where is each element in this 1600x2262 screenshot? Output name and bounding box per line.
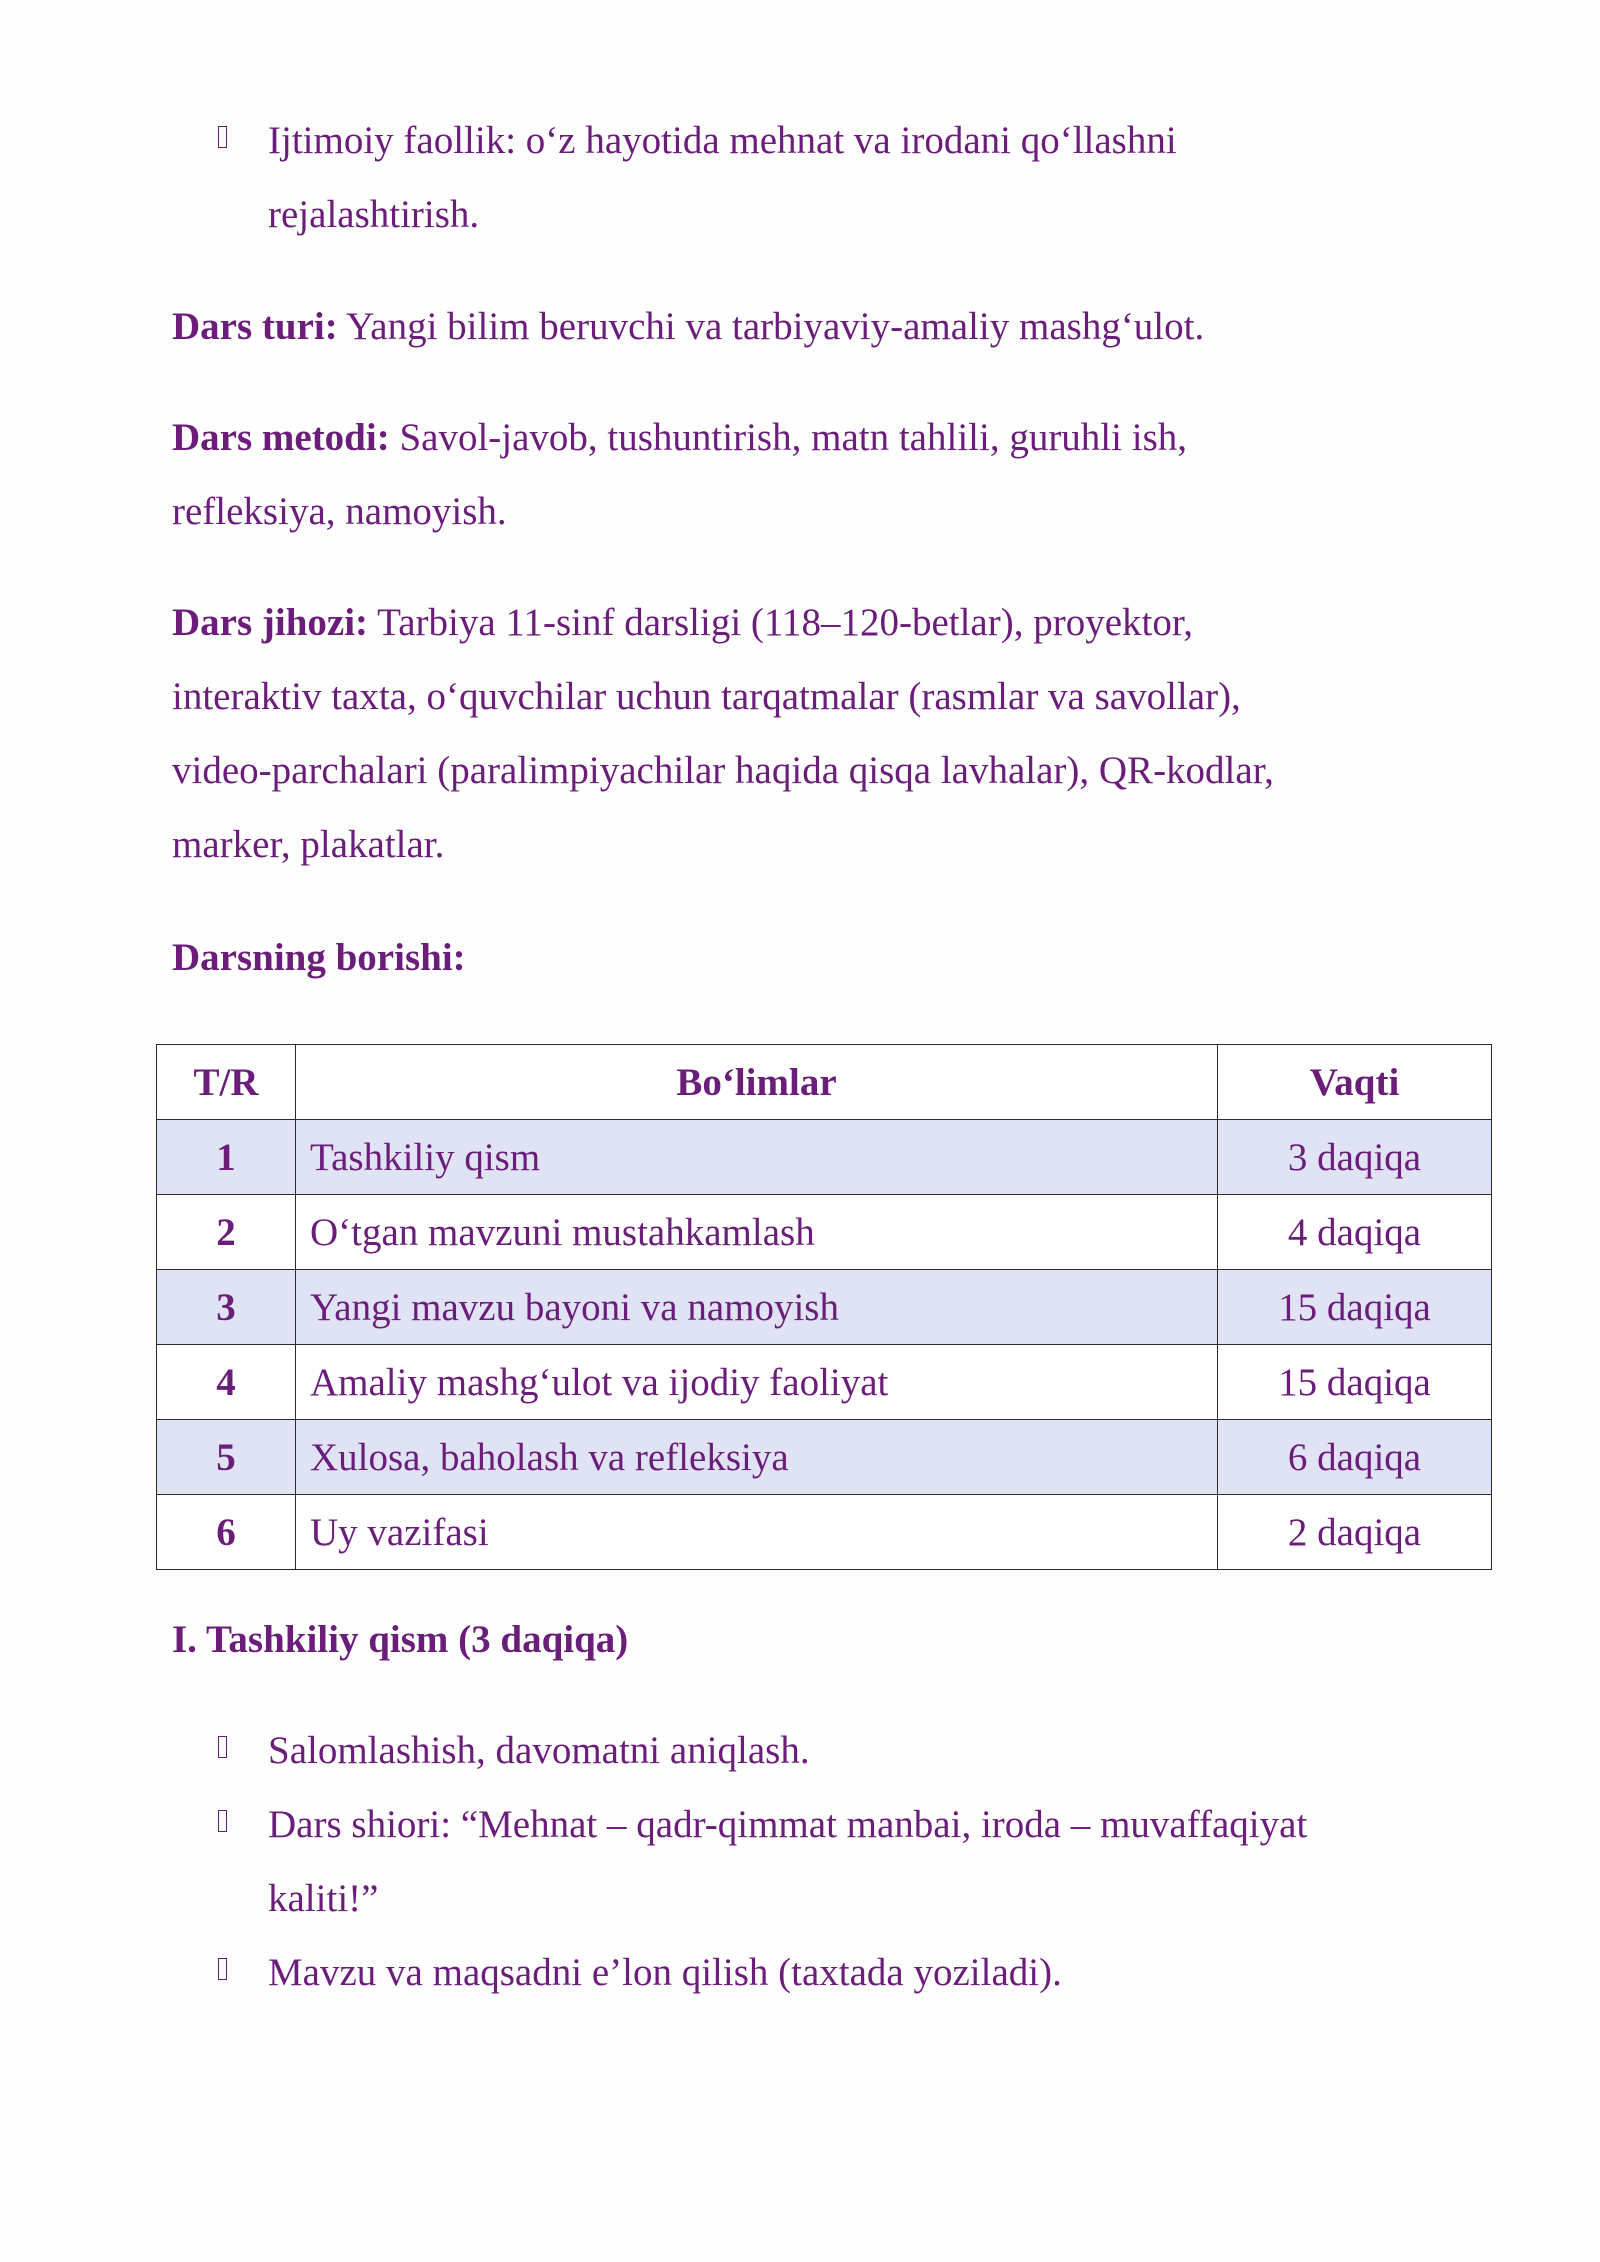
- lesson-plan-table: [156, 1044, 1492, 1570]
- row-number: 1: [157, 1120, 296, 1195]
- row-section: Xulosa, baholash va refleksiya: [296, 1420, 1218, 1495]
- table-header-row: [157, 1045, 1492, 1120]
- bullet-icon: [218, 1958, 227, 1980]
- row-number: 5: [157, 1420, 296, 1495]
- dars-jihozi-paragraph: [172, 586, 1472, 882]
- row-section: Uy vazifasi: [296, 1495, 1218, 1570]
- dars-jihozi-line3: video-parchalari (paralimpiyachilar haqida qisqa lavhalar), QR-kodlar,: [172, 749, 1274, 792]
- row-section: Tashkiliy qism: [296, 1120, 1218, 1195]
- table-row: [157, 1420, 1492, 1495]
- row-number: 6: [157, 1495, 296, 1570]
- dars-jihozi-line4: marker, plakatlar.: [172, 823, 445, 866]
- table-row: [157, 1495, 1492, 1570]
- table-row: [157, 1120, 1492, 1195]
- dars-turi-label: Dars turi:: [172, 305, 338, 348]
- row-section: Yangi mavzu bayoni va namoyish: [296, 1270, 1218, 1345]
- dars-metodi-label: Dars metodi:: [172, 416, 390, 459]
- bullet-text-cont: kaliti!”: [268, 1877, 379, 1920]
- bullet-text: Dars shiori: “Mehnat – qadr-qimmat manbai, iroda – muvaffaqiyat: [268, 1803, 1308, 1846]
- dars-turi-paragraph: [172, 290, 1472, 364]
- dars-jihozi-line1: Tarbiya 11-sinf darsligi (118–120-betlar), proyektor,: [368, 601, 1194, 644]
- table-row: [157, 1345, 1492, 1420]
- dars-jihozi-label: Dars jihozi:: [172, 601, 369, 644]
- row-number: 4: [157, 1345, 296, 1420]
- row-time: 3 daqiqa: [1218, 1120, 1492, 1195]
- borishi-heading: Darsning borishi:: [172, 936, 466, 979]
- table-row: [157, 1270, 1492, 1345]
- bullet-icon: [218, 1810, 227, 1832]
- row-number: 3: [157, 1270, 296, 1345]
- row-section: Amaliy mashg‘ulot va ijodiy faoliyat: [296, 1345, 1218, 1420]
- bullet-icon: [218, 1736, 227, 1758]
- dars-metodi-line2: refleksiya, namoyish.: [172, 490, 507, 533]
- dars-metodi-paragraph: [172, 401, 1472, 549]
- dars-metodi-line1: Savol-javob, tushuntirish, matn tahlili, guruhli ish,: [389, 416, 1187, 459]
- table-row: [157, 1195, 1492, 1270]
- row-section: O‘tgan mavzuni mustahkamlash: [296, 1195, 1218, 1270]
- intro-bullet-line2: rejalashtirish.: [268, 193, 480, 236]
- header-sections: Bo‘limlar: [296, 1045, 1218, 1120]
- header-time: Vaqti: [1218, 1045, 1492, 1120]
- bullet-text: Salomlashish, davomatni aniqlash.: [268, 1729, 810, 1772]
- dars-turi-text: Yangi bilim beruvchi va tarbiyaviy-amaliy mashg‘ulot.: [337, 305, 1205, 348]
- dars-jihozi-line2: interaktiv taxta, o‘quvchilar uchun tarqatmalar (rasmlar va savollar),: [172, 675, 1241, 718]
- row-time: 2 daqiqa: [1218, 1495, 1492, 1570]
- intro-bullet-line1: Ijtimoiy faollik: o‘z hayotida mehnat va irodani qo‘llashni: [268, 119, 1177, 162]
- row-time: 6 daqiqa: [1218, 1420, 1492, 1495]
- header-tr: T/R: [157, 1045, 296, 1120]
- section1-heading: I. Tashkiliy qism (3 daqiqa): [172, 1618, 629, 1661]
- row-time: 4 daqiqa: [1218, 1195, 1492, 1270]
- row-time: 15 daqiqa: [1218, 1270, 1492, 1345]
- bullet-icon: [218, 126, 227, 148]
- row-time: 15 daqiqa: [1218, 1345, 1492, 1420]
- bullet-text: Mavzu va maqsadni e’lon qilish (taxtada yoziladi).: [268, 1951, 1062, 1994]
- row-number: 2: [157, 1195, 296, 1270]
